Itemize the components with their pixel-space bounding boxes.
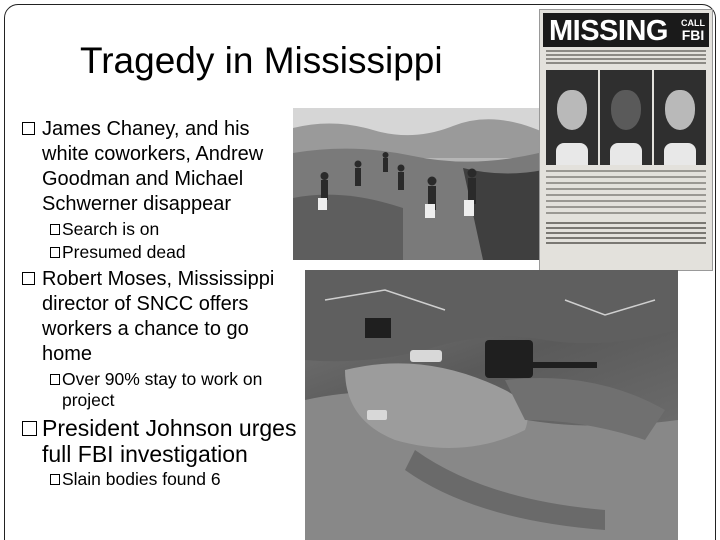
sub-bullet-3-1 bbox=[20, 469, 300, 490]
search-party-scene bbox=[293, 108, 543, 260]
poster-footer-text bbox=[546, 222, 706, 247]
portrait-middle bbox=[600, 70, 652, 165]
bullet-3-text: President Johnson urges full FBI investigation bbox=[42, 415, 297, 467]
bullet-square-icon bbox=[22, 122, 35, 135]
fbi-label: FBI bbox=[681, 27, 705, 43]
poster-header-text bbox=[546, 50, 706, 66]
call-fbi-badge bbox=[681, 17, 705, 41]
sub-bullet-square-icon bbox=[50, 374, 60, 385]
call-label: CALL bbox=[681, 18, 705, 28]
sub-bullet-1-1-text: Search is on bbox=[62, 219, 160, 239]
sub-bullet-1-1 bbox=[20, 219, 300, 240]
bullet-3 bbox=[20, 415, 300, 467]
search-party-photo bbox=[293, 108, 543, 260]
bullet-2 bbox=[20, 267, 300, 367]
bullet-1-text: James Chaney, and his white coworkers, Andrew Goodman and Michael Schwerner disappear bbox=[42, 118, 264, 215]
missing-headline: MISSING bbox=[549, 15, 668, 47]
sub-bullet-square-icon bbox=[50, 247, 60, 258]
sub-bullet-1-2 bbox=[20, 242, 300, 263]
sub-bullet-1-2-text: Presumed dead bbox=[62, 242, 186, 262]
aerial-dam-photo bbox=[305, 270, 678, 540]
slide-content bbox=[20, 117, 300, 490]
sub-bullet-square-icon bbox=[50, 474, 60, 485]
poster-description-text bbox=[546, 170, 706, 218]
sub-bullet-2-1 bbox=[20, 369, 300, 411]
portrait-left bbox=[546, 70, 598, 165]
portrait-row bbox=[546, 70, 706, 165]
missing-poster bbox=[539, 9, 713, 271]
sub-bullet-3-1-text: Slain bodies found 6 bbox=[62, 469, 221, 489]
aerial-dam-scene bbox=[305, 270, 678, 540]
bullet-square-icon bbox=[22, 421, 37, 436]
slide-title: Tragedy in Mississippi bbox=[80, 40, 443, 81]
missing-banner bbox=[543, 13, 709, 47]
sub-bullet-square-icon bbox=[50, 224, 60, 235]
bullet-square-icon bbox=[22, 272, 35, 285]
sub-bullet-2-1-text: Over 90% stay to work on project bbox=[62, 369, 263, 410]
bullet-1 bbox=[20, 117, 300, 217]
bullet-2-text: Robert Moses, Mississippi director of SNCC offers workers a chance to go home bbox=[42, 268, 275, 365]
portrait-right bbox=[654, 70, 706, 165]
